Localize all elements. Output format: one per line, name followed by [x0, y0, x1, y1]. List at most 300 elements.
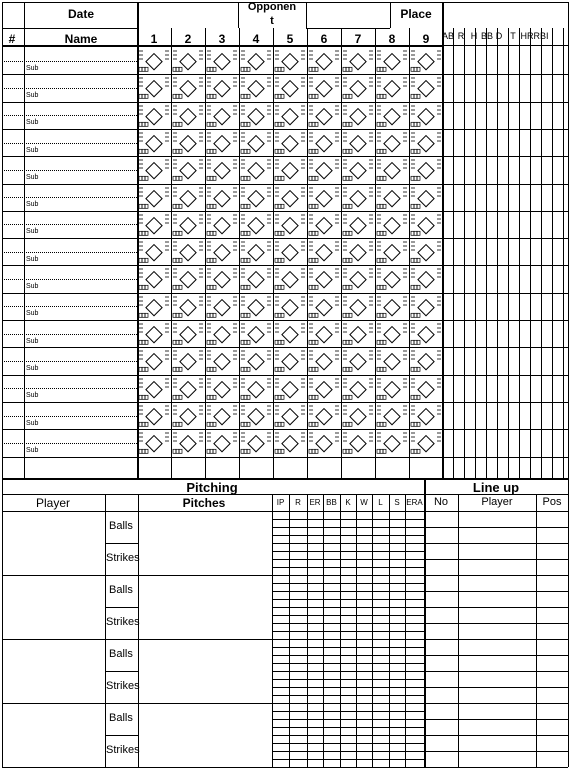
at-bat-diamond[interactable]: [342, 239, 374, 264]
inning-9-header: 9: [422, 32, 430, 46]
pitching-stat-r: R: [295, 498, 301, 507]
lineup-row-border: [424, 735, 568, 736]
at-bat-diamond[interactable]: [206, 403, 238, 428]
at-bat-diamond[interactable]: [410, 376, 442, 401]
at-bat-diamond[interactable]: [240, 348, 272, 373]
sub-label: Sub: [26, 64, 39, 72]
inning-7-header: 7: [354, 32, 362, 46]
at-bat-diamond[interactable]: [206, 376, 238, 401]
at-bat-diamond[interactable]: [274, 294, 306, 319]
sub-divider: [2, 306, 137, 307]
pitching-stat-s: S: [394, 498, 400, 507]
lineup-row-border: [424, 703, 568, 704]
pitching-grid-line: [272, 583, 424, 584]
at-bat-diamond[interactable]: [308, 430, 340, 455]
sub-divider: [2, 88, 137, 89]
lineup-divider: [424, 494, 425, 767]
sub-label: Sub: [26, 364, 39, 372]
at-bat-diamond[interactable]: [376, 321, 408, 346]
lineup-row-border: [424, 575, 568, 576]
at-bat-diamond[interactable]: [240, 157, 272, 182]
at-bat-diamond[interactable]: [308, 185, 340, 210]
at-bat-diamond[interactable]: [410, 212, 442, 237]
at-bat-diamond[interactable]: [206, 157, 238, 182]
sub-label: Sub: [26, 119, 39, 127]
pitching-grid-line: [272, 535, 424, 536]
stat-divider: [475, 28, 476, 478]
lineup-title-line: [424, 494, 568, 495]
at-bat-diamond[interactable]: [308, 321, 340, 346]
pitching-grid-line: [272, 647, 424, 648]
at-bat-diamond[interactable]: [138, 239, 170, 264]
inning-6-header: 6: [320, 32, 328, 46]
at-bat-diamond[interactable]: [138, 294, 170, 319]
at-bat-diamond[interactable]: [376, 266, 408, 291]
stat-divider: [497, 28, 498, 478]
row-border: [2, 211, 568, 212]
lineup-row-border: [424, 543, 568, 544]
at-bat-diamond[interactable]: [410, 266, 442, 291]
pitching-stat-er: ER: [309, 498, 321, 507]
inning-divider: [239, 28, 240, 478]
at-bat-diamond[interactable]: [206, 266, 238, 291]
pitching-grid-line: [272, 623, 424, 624]
balls-label: Balls: [109, 584, 133, 596]
at-bat-diamond[interactable]: [138, 157, 170, 182]
at-bat-diamond[interactable]: [206, 348, 238, 373]
number-column-header: #: [8, 32, 16, 46]
pitching-grid-line: [272, 743, 424, 744]
at-bat-diamond[interactable]: [376, 130, 408, 155]
at-bat-diamond[interactable]: [342, 157, 374, 182]
pitching-grid-line: [272, 559, 424, 560]
lineup-divider: [458, 494, 459, 767]
at-bat-diamond[interactable]: [342, 48, 374, 73]
at-bat-diamond[interactable]: [376, 185, 408, 210]
at-bat-diamond[interactable]: [308, 403, 340, 428]
inning-divider: [307, 28, 308, 478]
at-bat-diamond[interactable]: [308, 75, 340, 100]
at-bat-diamond[interactable]: [206, 212, 238, 237]
stat-divider: [541, 28, 542, 478]
stat-divider: [519, 28, 520, 478]
row-border: [2, 402, 568, 403]
at-bat-diamond[interactable]: [342, 430, 374, 455]
sub-divider: [2, 334, 137, 335]
stat-divider: [486, 28, 487, 478]
sub-label: Sub: [26, 419, 39, 427]
row-border: [2, 129, 568, 130]
at-bat-diamond[interactable]: [138, 348, 170, 373]
at-bat-diamond[interactable]: [342, 294, 374, 319]
pitching-grid-line: [272, 751, 424, 752]
opponent-label-wrap: t: [270, 15, 274, 27]
row-border: [2, 347, 568, 348]
at-bat-diamond[interactable]: [308, 48, 340, 73]
at-bat-diamond[interactable]: [342, 321, 374, 346]
at-bat-diamond[interactable]: [274, 266, 306, 291]
at-bat-diamond[interactable]: [240, 185, 272, 210]
pitching-stat-l: L: [378, 498, 383, 507]
at-bat-diamond[interactable]: [206, 294, 238, 319]
pitching-grid-line: [272, 719, 424, 720]
pitch-label-border: [138, 494, 139, 767]
at-bat-diamond[interactable]: [274, 185, 306, 210]
inning-8-header: 8: [388, 32, 396, 46]
sub-divider: [2, 388, 137, 389]
at-bat-diamond[interactable]: [138, 130, 170, 155]
pitcher-block-border: [2, 639, 424, 640]
pitching-stat-bb: BB: [326, 498, 337, 507]
at-bat-diamond[interactable]: [240, 403, 272, 428]
at-bat-diamond[interactable]: [206, 48, 238, 73]
lineup-row-border: [424, 527, 568, 528]
at-bat-diamond[interactable]: [410, 157, 442, 182]
at-bat-diamond[interactable]: [206, 103, 238, 128]
pitches-header: Pitches: [182, 496, 226, 510]
balls-strikes-divider: [105, 607, 138, 608]
at-bat-diamond[interactable]: [206, 321, 238, 346]
pitching-grid-line: [272, 687, 424, 688]
opponent-left-border: [238, 2, 239, 28]
at-bat-diamond[interactable]: [274, 321, 306, 346]
pitching-grid-line: [272, 615, 424, 616]
lineup-no-header: No: [433, 496, 449, 508]
at-bat-diamond[interactable]: [172, 403, 204, 428]
at-bat-diamond[interactable]: [172, 185, 204, 210]
at-bat-diamond[interactable]: [240, 294, 272, 319]
at-bat-diamond[interactable]: [410, 185, 442, 210]
stat-header-d: D: [495, 31, 503, 41]
at-bat-diamond[interactable]: [138, 266, 170, 291]
at-bat-diamond[interactable]: [376, 157, 408, 182]
lineup-row-border: [424, 639, 568, 640]
at-bat-diamond[interactable]: [274, 157, 306, 182]
at-bat-diamond[interactable]: [410, 321, 442, 346]
strikes-label: Strikes: [106, 744, 140, 756]
at-bat-diamond[interactable]: [138, 403, 170, 428]
at-bat-diamond[interactable]: [172, 157, 204, 182]
inning-5-header: 5: [286, 32, 294, 46]
sub-divider: [2, 197, 137, 198]
pitching-left-border: [2, 478, 3, 767]
at-bat-diamond[interactable]: [410, 48, 442, 73]
at-bat-diamond[interactable]: [376, 376, 408, 401]
stat-divider: [464, 28, 465, 478]
at-bat-diamond[interactable]: [240, 75, 272, 100]
at-bat-diamond[interactable]: [172, 321, 204, 346]
at-bat-diamond[interactable]: [342, 130, 374, 155]
at-bat-diamond[interactable]: [138, 103, 170, 128]
at-bat-diamond[interactable]: [342, 75, 374, 100]
stat-header-h: H: [470, 31, 478, 41]
lineup-row-border: [424, 671, 568, 672]
pitching-grid-line: [272, 591, 424, 592]
at-bat-diamond[interactable]: [172, 130, 204, 155]
at-bat-diamond[interactable]: [138, 75, 170, 100]
row-border: [2, 265, 568, 266]
at-bat-diamond[interactable]: [274, 103, 306, 128]
balls-label: Balls: [109, 648, 133, 660]
pitcher-name-border: [105, 494, 106, 767]
at-bat-diamond[interactable]: [240, 130, 272, 155]
pitching-title: Pitching: [186, 480, 238, 495]
header-bottom-line: [2, 45, 442, 47]
pitching-grid-line: [272, 607, 424, 608]
place-left-border: [390, 2, 391, 28]
pitching-grid-line: [272, 663, 424, 664]
sub-label: Sub: [26, 337, 39, 345]
lineup-row-border: [424, 623, 568, 624]
sub-label: Sub: [26, 201, 39, 209]
inning-3-header: 3: [218, 32, 226, 46]
lineup-row-border: [424, 751, 568, 752]
row-border: [2, 156, 568, 157]
at-bat-diamond[interactable]: [206, 239, 238, 264]
at-bat-diamond[interactable]: [342, 376, 374, 401]
row-border: [2, 238, 568, 239]
at-bat-diamond[interactable]: [410, 430, 442, 455]
row-border: [2, 429, 568, 430]
at-bat-diamond[interactable]: [206, 185, 238, 210]
inning-2-header: 2: [184, 32, 192, 46]
pitching-grid-line: [272, 655, 424, 656]
at-bat-diamond[interactable]: [274, 239, 306, 264]
lineup-divider: [536, 494, 537, 767]
lineup-player-header: Player: [481, 496, 513, 508]
stat-divider: [530, 28, 531, 478]
balls-strikes-divider: [105, 671, 138, 672]
at-bat-diamond[interactable]: [274, 48, 306, 73]
name-column-header: Name: [64, 32, 98, 46]
at-bat-diamond[interactable]: [138, 321, 170, 346]
at-bat-diamond[interactable]: [240, 430, 272, 455]
pitching-grid-line: [272, 527, 424, 528]
pitching-header-line: [2, 511, 568, 512]
sub-divider: [2, 416, 137, 417]
lineup-row-border: [424, 655, 568, 656]
at-bat-diamond[interactable]: [308, 130, 340, 155]
pitching-stat-k: K: [345, 498, 351, 507]
balls-strikes-divider: [105, 543, 138, 544]
at-bat-diamond[interactable]: [172, 48, 204, 73]
sub-label: Sub: [26, 310, 39, 318]
pitching-grid-line: [272, 695, 424, 696]
stat-divider: [453, 28, 454, 478]
at-bat-diamond[interactable]: [342, 403, 374, 428]
balls-label: Balls: [109, 712, 133, 724]
at-bat-diamond[interactable]: [376, 48, 408, 73]
at-bat-diamond[interactable]: [240, 239, 272, 264]
sub-divider: [2, 115, 137, 116]
at-bat-diamond[interactable]: [274, 430, 306, 455]
at-bat-diamond[interactable]: [410, 294, 442, 319]
header-mid-line: [2, 28, 137, 29]
inning-divider: [341, 28, 342, 478]
inning-divider: [273, 28, 274, 478]
sub-label: Sub: [26, 228, 39, 236]
pitching-grid-line: [272, 679, 424, 680]
inning-1-header: 1: [150, 32, 158, 46]
at-bat-diamond[interactable]: [240, 321, 272, 346]
strikes-label: Strikes: [106, 616, 140, 628]
at-bat-diamond[interactable]: [274, 403, 306, 428]
at-bat-diamond[interactable]: [376, 75, 408, 100]
at-bat-diamond[interactable]: [410, 348, 442, 373]
at-bat-diamond[interactable]: [138, 185, 170, 210]
at-bat-diamond[interactable]: [410, 75, 442, 100]
inning-divider: [409, 28, 410, 478]
at-bat-diamond[interactable]: [172, 348, 204, 373]
lineup-title: Line up: [472, 480, 520, 495]
date-label: Date: [67, 7, 95, 21]
at-bat-diamond[interactable]: [172, 103, 204, 128]
at-bat-diamond[interactable]: [342, 348, 374, 373]
outer-right-border: [568, 2, 569, 767]
at-bat-diamond[interactable]: [274, 348, 306, 373]
pitcher-block-border: [2, 703, 424, 704]
sub-divider: [2, 279, 137, 280]
at-bat-diamond[interactable]: [410, 130, 442, 155]
at-bat-diamond[interactable]: [206, 130, 238, 155]
at-bat-diamond[interactable]: [274, 376, 306, 401]
at-bat-diamond[interactable]: [342, 103, 374, 128]
at-bat-diamond[interactable]: [274, 212, 306, 237]
sub-label: Sub: [26, 446, 39, 454]
at-bat-diamond[interactable]: [308, 294, 340, 319]
at-bat-diamond[interactable]: [410, 103, 442, 128]
stat-divider: [563, 28, 564, 478]
lineup-row-border: [424, 591, 568, 592]
at-bat-diamond[interactable]: [240, 212, 272, 237]
at-bat-diamond[interactable]: [342, 185, 374, 210]
at-bat-diamond[interactable]: [308, 212, 340, 237]
row-border: [2, 320, 568, 321]
lineup-row-border: [424, 607, 568, 608]
at-bat-diamond[interactable]: [138, 212, 170, 237]
sub-divider: [2, 361, 137, 362]
sub-label: Sub: [26, 283, 39, 291]
pitching-grid-line: [272, 759, 424, 760]
at-bat-diamond[interactable]: [172, 430, 204, 455]
at-bat-diamond[interactable]: [308, 157, 340, 182]
at-bat-diamond[interactable]: [308, 348, 340, 373]
sub-divider: [2, 443, 137, 444]
row-border: [2, 102, 568, 103]
pitching-grid-line: [272, 735, 424, 736]
row-border: [2, 457, 568, 458]
at-bat-diamond[interactable]: [376, 212, 408, 237]
pitching-grid-line: [272, 567, 424, 568]
pitching-grid-line: [272, 711, 424, 712]
balls-label: Balls: [109, 520, 133, 532]
at-bat-diamond[interactable]: [240, 376, 272, 401]
pitching-grid-line: [272, 727, 424, 728]
sub-divider: [2, 170, 137, 171]
at-bat-diamond[interactable]: [410, 239, 442, 264]
at-bat-diamond[interactable]: [274, 75, 306, 100]
sub-divider: [2, 224, 137, 225]
pitching-stat-era: ERA: [406, 498, 423, 507]
at-bat-diamond[interactable]: [308, 103, 340, 128]
at-bat-diamond[interactable]: [376, 294, 408, 319]
row-border: [2, 375, 568, 376]
opponent-right-border: [306, 2, 307, 28]
pitching-stat-w: W: [360, 498, 368, 507]
at-bat-diamond[interactable]: [206, 75, 238, 100]
at-bat-diamond[interactable]: [274, 130, 306, 155]
at-bat-diamond[interactable]: [172, 239, 204, 264]
at-bat-diamond[interactable]: [308, 266, 340, 291]
pitching-title-line: [2, 494, 424, 495]
sub-label: Sub: [26, 146, 39, 154]
stat-header-hr: HR: [520, 31, 534, 41]
at-bat-diamond[interactable]: [308, 239, 340, 264]
at-bat-diamond[interactable]: [206, 430, 238, 455]
pitching-grid-line: [272, 551, 424, 552]
stat-header-bb: BB: [480, 31, 494, 41]
inning-divider: [205, 28, 206, 478]
pitching-stat-ip: IP: [276, 498, 285, 507]
at-bat-diamond[interactable]: [138, 430, 170, 455]
lineup-row-border: [424, 719, 568, 720]
row-border: [2, 184, 568, 185]
at-bat-diamond[interactable]: [240, 103, 272, 128]
stat-header-ab: AB: [441, 31, 455, 41]
sub-label: Sub: [26, 255, 39, 263]
at-bat-diamond[interactable]: [376, 403, 408, 428]
stat-divider: [552, 28, 553, 478]
at-bat-diamond[interactable]: [410, 403, 442, 428]
sub-divider: [2, 252, 137, 253]
at-bat-diamond[interactable]: [172, 212, 204, 237]
at-bat-diamond[interactable]: [172, 376, 204, 401]
at-bat-diamond[interactable]: [376, 103, 408, 128]
at-bat-diamond[interactable]: [342, 212, 374, 237]
balls-strikes-divider: [105, 735, 138, 736]
strikes-label: Strikes: [106, 680, 140, 692]
at-bat-diamond[interactable]: [172, 75, 204, 100]
lineup-row-border: [424, 687, 568, 688]
at-bat-diamond[interactable]: [376, 239, 408, 264]
at-bat-diamond[interactable]: [240, 266, 272, 291]
inning-divider: [375, 28, 376, 478]
at-bat-diamond[interactable]: [138, 376, 170, 401]
at-bat-diamond[interactable]: [172, 294, 204, 319]
at-bat-diamond[interactable]: [138, 48, 170, 73]
pitching-grid-line: [272, 543, 424, 544]
pitching-grid-line: [272, 599, 424, 600]
inning-4-header: 4: [252, 32, 260, 46]
at-bat-diamond[interactable]: [172, 266, 204, 291]
lineup-row-border: [424, 559, 568, 560]
pitching-player-header: Player: [35, 496, 71, 510]
sub-divider: [2, 61, 137, 62]
header-top-border: [2, 2, 568, 3]
sub-label: Sub: [26, 173, 39, 181]
at-bat-diamond[interactable]: [342, 266, 374, 291]
sub-label: Sub: [26, 91, 39, 99]
sub-label: Sub: [26, 392, 39, 400]
pitching-grid-line: [272, 519, 424, 520]
opponent-label: Opponen: [247, 1, 297, 13]
at-bat-diamond[interactable]: [376, 348, 408, 373]
at-bat-diamond[interactable]: [308, 376, 340, 401]
at-bat-diamond[interactable]: [376, 430, 408, 455]
at-bat-diamond[interactable]: [240, 48, 272, 73]
place-label: Place: [400, 7, 432, 21]
strikes-label: Strikes: [106, 552, 140, 564]
